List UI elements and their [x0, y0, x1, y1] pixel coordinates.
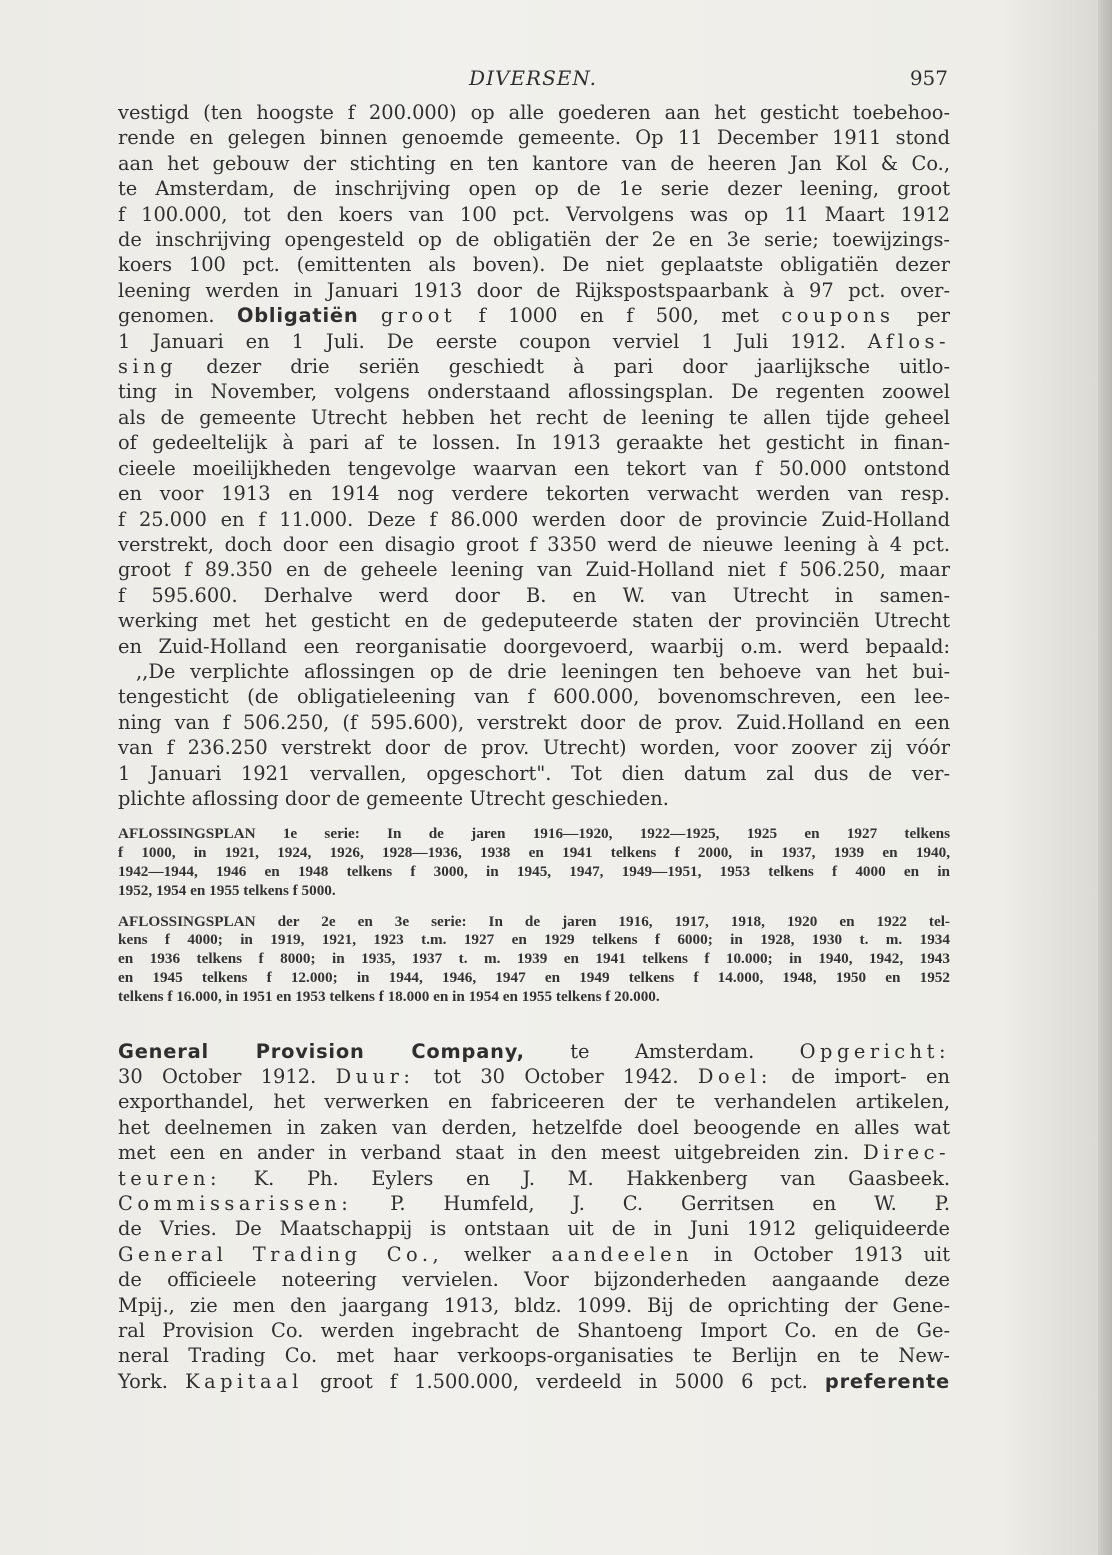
text-line: ning van f 506.250, (f 595.600), verstrekt door de prov. Zuid.Holland en een	[118, 710, 950, 734]
spaced-term-general-trading: General Trading Co.,	[118, 1242, 444, 1266]
text-line	[118, 303, 950, 328]
text-line: de officieele noteering vervielen. Voor bijzonderheden aangaande deze	[118, 1268, 950, 1292]
text-line: groot f 89.350 en de geheele leening van Zuid-Holland niet f 506.250, maar	[118, 558, 950, 582]
text-span: welker	[463, 1242, 531, 1266]
spaced-term-duur: Duur:	[335, 1064, 415, 1088]
text-line: plichte aflossing door de gemeente Utrecht geschieden.	[118, 786, 669, 810]
text-line: exporthandel, het verwerken en fabriceeren der te verhandelen artikelen,	[118, 1090, 950, 1114]
text-line: f 100.000, tot den koers van 100 pct. Vervolgens was op 11 Maart 1912	[118, 202, 950, 226]
spaced-term-sing: sing	[118, 355, 178, 379]
redemption-plan-series-2-3	[118, 913, 950, 1007]
page-number: 957	[909, 66, 948, 90]
text-line: van f 236.250 verstrekt door de prov. Utrecht) worden, voor zoover zij vóór	[118, 736, 950, 760]
text-line: f 595.600. Derhalve werd door B. en W. van Utrecht in samen-	[118, 583, 950, 607]
company-name: General Provision Company,	[118, 1039, 525, 1063]
text-span: York.	[118, 1369, 168, 1393]
intro-paragraph	[118, 100, 950, 659]
page-header	[118, 66, 948, 96]
text-span: tot 30 October 1942.	[433, 1064, 679, 1088]
spaced-term-teuren: teuren:	[118, 1166, 222, 1190]
plan-line: 1952, 1954 en 1955 telkens f 5000.	[118, 881, 336, 899]
text-line: vestigd (ten hoogste f 200.000) op alle goederen aan het gesticht toebehoo-	[118, 101, 950, 124]
page-edge	[1098, 0, 1112, 1555]
text-line: ,,De verplichte aflossingen op de drie leeningen ten behoeve van het bui-	[136, 659, 950, 683]
spaced-term-aandeelen: aandeelen	[551, 1242, 694, 1266]
text-span: te Amsterdam.	[570, 1039, 755, 1063]
plan-line: 1942—1944, 1946 en 1948 telkens f 3000, in 1945, 1947, 1949—1951, 1953 telkens f 4000 en in	[118, 862, 950, 880]
text-line: ral Provision Co. werden ingebracht de Shantoeng Import Co. en de Ge-	[118, 1319, 950, 1343]
text-line: het deelnemen in zaken van derden, hetzelfde doel beoogende en alles wat	[118, 1115, 950, 1139]
text-line: te Amsterdam, de inschrijving open op de 1e serie dezer leening, groot	[118, 177, 950, 201]
text-line: 1 Januari 1921 vervallen, opgeschort". Tot dien datum zal dus de ver-	[118, 761, 950, 785]
spaced-term-kapitaal: Kapitaal	[185, 1369, 303, 1393]
text-line: of gedeeltelijk à pari af te lossen. In 1913 geraakte het gesticht in finan-	[118, 431, 950, 455]
text-line	[118, 329, 950, 354]
text-line: tengesticht (de obligatieleening van f 600.000, bovenomschreven, een lee-	[118, 685, 950, 709]
redemption-plan-series-1	[118, 825, 950, 900]
text-line: neral Trading Co. met haar verkoops-organisaties te Berlijn en te New-	[118, 1344, 950, 1368]
company-entry	[118, 1039, 950, 1395]
text-line	[118, 1064, 950, 1089]
text-span: de import- en	[791, 1064, 951, 1088]
spaced-term-opgericht: Opgericht:	[799, 1039, 950, 1063]
plan-line: telkens f 16.000, in 1951 en 1953 telkens f 18.000 en in 1954 en 1955 telkens f 20.000.	[118, 987, 660, 1005]
text-line: cieele moeilijkheden tengevolge waarvan een tekort van f 50.000 ontstond	[118, 456, 950, 480]
text-span: groot f 1.500.000, verdeeld in 5000 6 pct.	[319, 1369, 808, 1393]
text-line: ting in November, volgens onderstaand aflossingsplan. De regenten zoowel	[118, 380, 950, 404]
plan-line: kens f 4000; in 1919, 1921, 1923 t.m. 1927 en 1929 telkens f 6000; in 1928, 1930 t. m. 1934	[118, 931, 950, 949]
spaced-term-groot: groot	[380, 304, 457, 328]
text-line: werking met het gesticht en de gedeputeerde staten der provinciën Utrecht	[118, 609, 950, 633]
plan-line: f 1000, in 1921, 1924, 1926, 1928—1936, 1938 en 1941 telkens f 2000, in 1937, 1939 en 1940,	[118, 844, 950, 862]
text-line: koers 100 pct. (emittenten als boven). De niet geplaatste obligatiën dezer	[118, 253, 950, 277]
spaced-term-doel: Doel:	[697, 1064, 772, 1088]
text-line: verstrekt, doch door een disagio groot f 3350 werd de nieuwe leening à 4 pct.	[118, 532, 950, 556]
text-line	[118, 1369, 950, 1394]
text-line: Mpij., zie men den jaargang 1913, bldz. 1099. Bij de oprichting der Gene-	[118, 1293, 950, 1317]
text-line	[118, 1191, 950, 1216]
text-span: per	[916, 304, 950, 328]
text-span: f 1000 en f 500, met	[478, 304, 759, 328]
text-line: de Vries. De Maatschappij is ontstaan uit de in Juni 1912 geliquideerde	[118, 1217, 950, 1241]
spaced-term-commissarissen: Commissarissen:	[118, 1191, 353, 1215]
text-span: 30 October 1912.	[118, 1064, 317, 1088]
text-span: in October 1913 uit	[713, 1242, 950, 1266]
running-title: DIVERSEN.	[469, 66, 597, 90]
text-line	[118, 354, 950, 379]
plan-line: en 1945 telkens f 12.000; in 1944, 1946, 1947 en 1949 telkens f 14.000, 1948, 1950 en 1952	[118, 968, 950, 986]
text-span: genomen.	[118, 304, 215, 328]
keyword-obligatien: Obligatiën	[236, 304, 359, 328]
text-span: dezer drie seriën geschiedt à pari door jaarlijksche uitlo-	[206, 355, 950, 379]
text-line: en voor 1913 en 1914 nog verdere tekorten verwacht werden van resp.	[118, 482, 950, 506]
spaced-term-coupons: coupons	[781, 304, 895, 328]
spaced-term-directeuren: Direc-	[863, 1141, 950, 1165]
page-content	[118, 100, 950, 1394]
keyword-preferente: preferente	[824, 1369, 951, 1393]
plan-line: en 1936 telkens f 8000; in 1935, 1937 t. m. 1939 en 1941 telkens f 10.000; in 1940, 1942, 1943	[118, 950, 950, 968]
text-line: als de gemeente Utrecht hebben het recht de leening te allen tijde geheel	[118, 405, 950, 429]
quote-paragraph	[118, 659, 950, 811]
text-span: P. Humfeld, J. C. Gerritsen en W. P.	[390, 1191, 950, 1215]
text-span: K. Ph. Eylers en J. M. Hakkenberg van Gaasbeek.	[253, 1166, 950, 1190]
text-span: met een en ander in verband staat in den meest uitgebreiden zin.	[118, 1141, 850, 1165]
text-line	[118, 1140, 950, 1165]
text-line: rende en gelegen binnen genoemde gemeente. Op 11 December 1911 stond	[118, 126, 950, 150]
plan-line: AFLOSSINGSPLAN der 2e en 3e serie: In de jaren 1916, 1917, 1918, 1920 en 1922 tel-	[118, 912, 950, 930]
plan-line: AFLOSSINGSPLAN 1e serie: In de jaren 1916—1920, 1922—1925, 1925 en 1927 telkens	[118, 825, 950, 843]
text-span: 1 Januari en 1 Juli. De eerste coupon verviel 1 Juli 1912.	[118, 329, 846, 353]
text-line: aan het gebouw der stichting en ten kantore van de heeren Jan Kol & Co.,	[118, 151, 950, 175]
text-line: de inschrijving opengesteld op de obligatiën der 2e en 3e serie; toewijzings-	[118, 228, 950, 252]
text-line	[118, 1039, 950, 1064]
text-line	[118, 1166, 950, 1191]
text-line: en Zuid-Holland een reorganisatie doorgevoerd, waarbij o.m. werd bepaald:	[118, 634, 950, 658]
text-line: leening werden in Januari 1913 door de Rijkspostspaarbank à 97 pct. over-	[118, 278, 950, 302]
text-line: f 25.000 en f 11.000. Deze f 86.000 werden door de provincie Zuid-Holland	[118, 507, 950, 531]
spaced-term-aflossing: Aflos-	[867, 329, 950, 353]
text-line	[118, 1242, 950, 1267]
